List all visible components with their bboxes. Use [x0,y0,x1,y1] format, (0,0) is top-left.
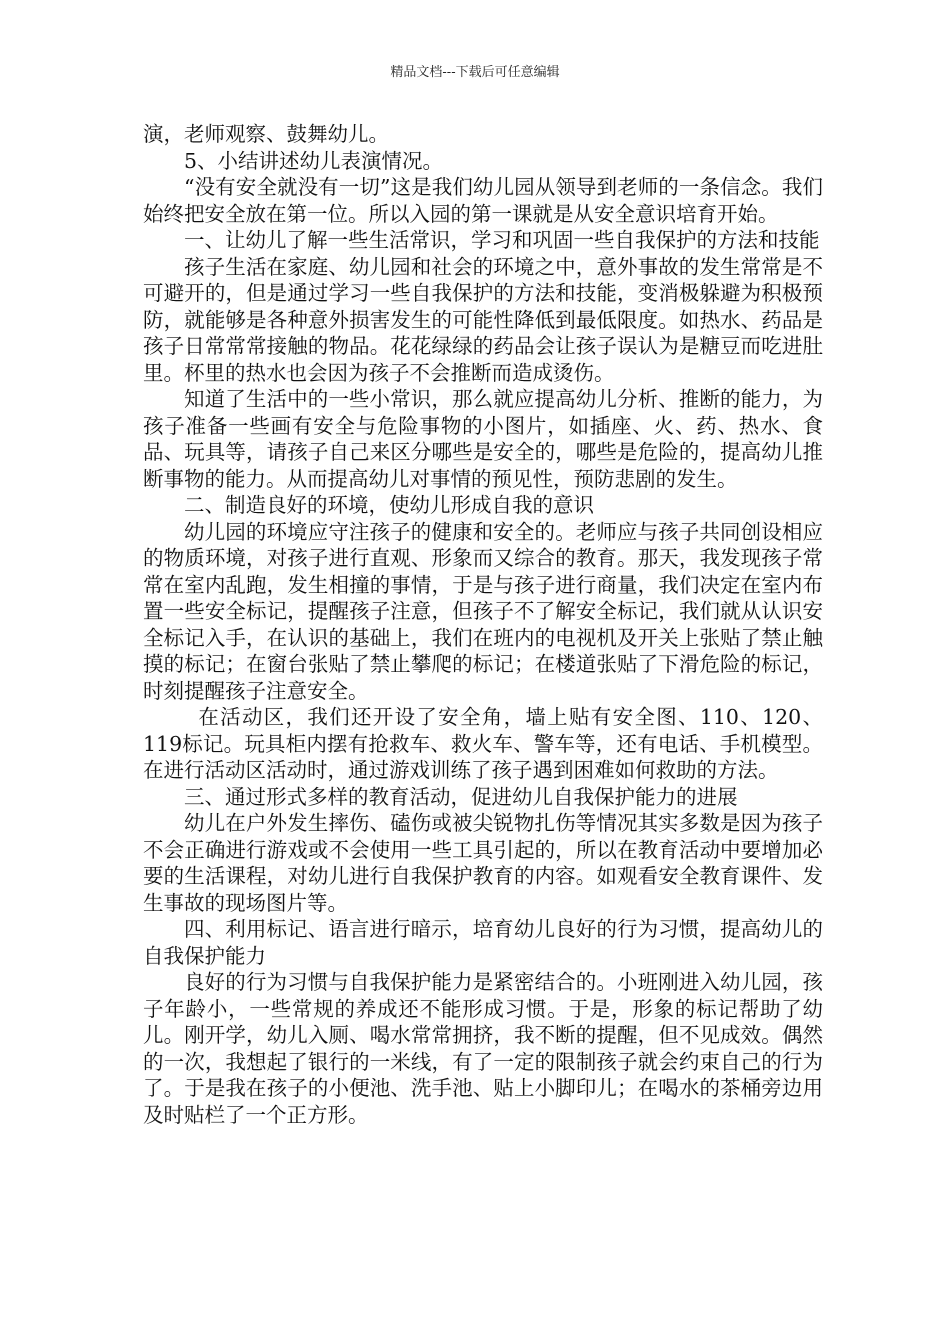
paragraph: 知道了生活中的一些小常识，那么就应提高幼儿分析、推断的能力，为孩子准备一些画有安全与危险事物的小图片，如插座、火、药、热水、食品、玩具等，请孩子自己来区分哪些是安全的，哪些是危险的，提高幼儿推断事物的能力。从而提高幼儿对事情的预见性，预防悲剧的发生。 [143,387,823,491]
section-heading: 二、制造良好的环境，使幼儿形成自我的意识 [184,493,594,517]
page-header: 精品文档---下载后可任意编辑 [390,65,560,80]
paragraph: 幼儿园的环境应守注孩子的健康和安全的。老师应与孩子共同创设相应的物质环境，对孩子进行直观、形象而又综合的教育。那天，我发现孩子常常在室内乱跑，发生相撞的事情，于是与孩子进行商量，我们决定在室内布置一些安全标记，提醒孩子注意，但孩子不了解安全标记，我们就从认识安全标记入手，在认识的基础上，我们在班内的电视机及开关上张贴了禁止触摸的标记；在窗台张贴了禁止攀爬的标记；在楼道张贴了下滑危险的标记，时刻提醒孩子注意安全。 [143,519,823,703]
paragraph: 孩子生活在家庭、幼儿园和社会的环境之中，意外事故的发生常常是不可避开的，但是通过学习一些自我保护的方法和技能，变消极躲避为积极预防，就能够是各种意外损害发生的可能性降低到最低限度。如热水、药品是孩子日常常常接触的物品。花花绿绿的药品会让孩子误认为是糖豆而吃进肚里。杯里的热水也会因为孩子不会推断而造成烫伤。 [143,254,823,385]
paragraph: 良好的行为习惯与自我保护能力是紧密结合的。小班刚进入幼儿园，孩子年龄小，一些常规的养成还不能形成习惯。于是，形象的标记帮助了幼儿。刚开学，幼儿入厕、喝水常常拥挤，我不断的提醒，但不见成效。偶然的一次，我想起了银行的一米线，有了一定的限制孩子就会约束自己的行为了。于是我在孩子的小便池、洗手池、贴上小脚印儿；在喝水的茶桶旁边用及时贴栏了一个正方形。 [143,970,823,1127]
paragraph: “没有安全就没有一切”这是我们幼儿园从领导到老师的一条信念。我们始终把安全放在第一位。所以入园的第一课就是从安全意识培育开始。 [143,175,823,226]
paragraph: 在活动区，我们还开设了安全角，墙上贴有安全图、110、120、119标记。玩具柜内摆有抢救车、救火车、警车等，还有电话、手机模型。在进行活动区活动时，通过游戏训练了孩子遇到困难如何救助的方法。 [143,705,823,782]
paragraph: 5、小结讲述幼儿表演情况。 [184,148,444,173]
paragraph: 演，老师观察、鼓舞幼儿。 [143,122,389,146]
paragraph: 幼儿在户外发生摔伤、磕伤或被尖锐物扎伤等情况其实多数是因为孩子不会正确进行游戏或不会使用一些工具引起的，所以在教育活动中要增加必要的生活课程，对幼儿进行自我保护教育的内容。如观看安全教育课件、发生事故的现场图片等。 [143,811,823,915]
document-body [143,121,823,1128]
section-heading: 四、利用标记、语言进行暗示，培育幼儿良好的行为习惯，提高幼儿的自我保护能力 [143,917,823,968]
section-heading: 一、让幼儿了解一些生活常识，学习和巩固一些自我保护的方法和技能 [184,228,820,252]
section-heading: 三、通过形式多样的教育活动，促进幼儿自我保护能力的进展 [184,784,738,809]
